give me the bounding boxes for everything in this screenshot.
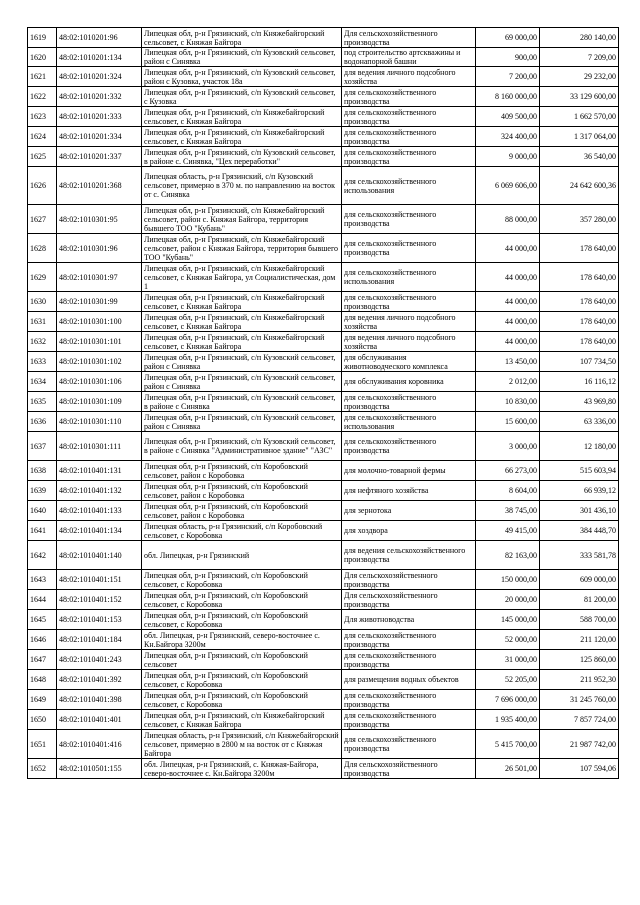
permitted-use-cell: Для сельскохозяйственного производства: [342, 570, 476, 590]
cadastral-number-cell: 48:02:1010401:133: [57, 501, 142, 521]
address-cell: Липецкая обл, р-н Грязинский, с/п Княжебайгорский сельсовет, район с Княжая Байгора, территория бывшего ТОО "Кубань": [142, 234, 342, 263]
permitted-use-cell: для сельскохозяйственного производства: [342, 147, 476, 167]
area-cell: 38 745,00: [476, 501, 540, 521]
row-number-cell: 1623: [28, 107, 57, 127]
address-cell: обл. Липецкая, р-н Грязинский, северо-восточнее с. Кн.Байгора 3200м: [142, 630, 342, 650]
row-number-cell: 1650: [28, 710, 57, 730]
cadastral-number-cell: 48:02:1010301:111: [57, 432, 142, 461]
area-cell: 44 000,00: [476, 234, 540, 263]
cadastral-value-cell: 211 120,00: [540, 630, 619, 650]
table-row: [28, 107, 619, 127]
cadastral-value-cell: 7 209,00: [540, 48, 619, 67]
table-row: [28, 570, 619, 590]
address-cell: Липецкая обл, р-н Грязинский, с/п Княжебайгорский сельсовет, с Княжая Байгора, ул Социалистическая, дом 1: [142, 263, 342, 292]
cadastral-number-cell: 48:02:1010301:110: [57, 412, 142, 432]
permitted-use-cell: для ведения личного подсобного хозяйства: [342, 332, 476, 352]
cadastral-number-cell: 48:02:1010401:131: [57, 461, 142, 481]
address-cell: Липецкая обл, р-н Грязинский, с/п Княжебайгорский сельсовет, с Княжая Байгора: [142, 312, 342, 332]
cadastral-number-cell: 48:02:1010301:101: [57, 332, 142, 352]
permitted-use-cell: для нефтяного хозяйства: [342, 481, 476, 501]
cadastral-number-cell: 48:02:1010201:337: [57, 147, 142, 167]
address-cell: Липецкая обл, р-н Грязинский, с/п Кузовский сельсовет, в районе с. Синявка, "Цех переработки": [142, 147, 342, 167]
address-cell: Липецкая обл, р-н Грязинский, с/п Княжебайгорский сельсовет, с Княжая Байгора: [142, 292, 342, 312]
permitted-use-cell: для сельскохозяйственного использования: [342, 167, 476, 205]
permitted-use-cell: для молочно-товарной фермы: [342, 461, 476, 481]
area-cell: 145 000,00: [476, 610, 540, 630]
area-cell: 7 696 000,00: [476, 690, 540, 710]
cadastral-number-cell: 48:02:1010401:184: [57, 630, 142, 650]
address-cell: Липецкая обл, р-н Грязинский, с/п Коробовский сельсовет, район с Коробовка: [142, 501, 342, 521]
cadastral-number-cell: 48:02:1010201:96: [57, 28, 142, 48]
table-row: [28, 432, 619, 461]
row-number-cell: 1631: [28, 312, 57, 332]
row-number-cell: 1627: [28, 205, 57, 234]
address-cell: Липецкая область, р-н Грязинский, с/п Кузовский сельсовет, примерно в 370 м. по направлению на восток от с. Синявка: [142, 167, 342, 205]
cadastral-value-cell: 107 594,06: [540, 759, 619, 779]
area-cell: 31 000,00: [476, 650, 540, 670]
row-number-cell: 1646: [28, 630, 57, 650]
row-number-cell: 1620: [28, 48, 57, 67]
cadastral-value-cell: 1 317 064,00: [540, 127, 619, 147]
area-cell: 44 000,00: [476, 332, 540, 352]
row-number-cell: 1622: [28, 87, 57, 107]
permitted-use-cell: для сельскохозяйственного производства: [342, 690, 476, 710]
cadastral-value-cell: 81 200,00: [540, 590, 619, 610]
address-cell: Липецкая обл, р-н Грязинский, с/п Кузовский сельсовет, район с Синявка: [142, 48, 342, 67]
permitted-use-cell: для обслуживания животноводческого комплекса: [342, 352, 476, 372]
cadastral-value-cell: 1 662 570,00: [540, 107, 619, 127]
table-row: [28, 759, 619, 779]
address-cell: Липецкая обл, р-н Грязинский, с/п Кузовский сельсовет, район с Синявка: [142, 352, 342, 372]
row-number-cell: 1637: [28, 432, 57, 461]
address-cell: Липецкая обл, р-н Грязинский, с/п Кузовский сельсовет, район с Синявка: [142, 372, 342, 392]
cadastral-value-cell: 333 581,78: [540, 541, 619, 570]
row-number-cell: 1644: [28, 590, 57, 610]
table-row: [28, 312, 619, 332]
address-cell: Липецкая обл, р-н Грязинский, с/п Коробовский сельсовет, район с Коробовка: [142, 461, 342, 481]
cadastral-value-cell: 63 336,00: [540, 412, 619, 432]
cadastral-value-cell: 178 640,00: [540, 312, 619, 332]
address-cell: Липецкая обл, р-н Грязинский, с/п Кузовский сельсовет, в районе с Синявка "Административное здание" "АЗС": [142, 432, 342, 461]
cadastral-number-cell: 48:02:1010401:401: [57, 710, 142, 730]
area-cell: 15 600,00: [476, 412, 540, 432]
cadastral-value-cell: 178 640,00: [540, 332, 619, 352]
address-cell: Липецкая обл, р-н Грязинский, с/п Княжебайгорский сельсовет, с Княжая Байгора: [142, 127, 342, 147]
cadastral-value-cell: 588 700,00: [540, 610, 619, 630]
address-cell: Липецкая обл, р-н Грязинский, с/п Коробовский сельсовет: [142, 650, 342, 670]
table-row: [28, 412, 619, 432]
cadastral-number-cell: 48:02:1010201:332: [57, 87, 142, 107]
row-number-cell: 1626: [28, 167, 57, 205]
table-row: [28, 730, 619, 759]
row-number-cell: 1634: [28, 372, 57, 392]
address-cell: обл. Липецкая, р-н Грязинский, с. Княжая-Байгора, северо-восточнее с. Кн.Байгора 3200м: [142, 759, 342, 779]
cadastral-value-cell: 357 280,00: [540, 205, 619, 234]
cadastral-number-cell: 48:02:1010301:109: [57, 392, 142, 412]
permitted-use-cell: для сельскохозяйственного производства: [342, 87, 476, 107]
cadastral-number-cell: 48:02:1010301:100: [57, 312, 142, 332]
area-cell: 1 935 400,00: [476, 710, 540, 730]
cadastral-value-cell: 107 734,50: [540, 352, 619, 372]
cadastral-value-cell: 301 436,10: [540, 501, 619, 521]
permitted-use-cell: для сельскохозяйственного производства: [342, 234, 476, 263]
area-cell: 5 415 700,00: [476, 730, 540, 759]
cadastral-value-cell: 24 642 600,36: [540, 167, 619, 205]
cadastral-value-cell: 280 140,00: [540, 28, 619, 48]
row-number-cell: 1625: [28, 147, 57, 167]
cadastral-number-cell: 48:02:1010401:392: [57, 670, 142, 690]
cadastral-number-cell: 48:02:1010301:95: [57, 205, 142, 234]
table-row: [28, 521, 619, 541]
row-number-cell: 1641: [28, 521, 57, 541]
permitted-use-cell: Для сельскохозяйственного производства: [342, 590, 476, 610]
table-row: [28, 147, 619, 167]
table-row: [28, 48, 619, 67]
permitted-use-cell: для зернотока: [342, 501, 476, 521]
permitted-use-cell: для сельскохозяйственного производства: [342, 292, 476, 312]
area-cell: 52 205,00: [476, 670, 540, 690]
address-cell: Липецкая обл, р-н Грязинский, с/п Княжебайгорский сельсовет, с Княжая Байгора: [142, 332, 342, 352]
cadastral-value-cell: 33 129 600,00: [540, 87, 619, 107]
row-number-cell: 1619: [28, 28, 57, 48]
area-cell: 49 415,00: [476, 521, 540, 541]
address-cell: Липецкая обл, р-н Грязинский, с/п Коробовский сельсовет, район с Коробовка: [142, 481, 342, 501]
cadastral-number-cell: 48:02:1010401:152: [57, 590, 142, 610]
cadastral-value-cell: 66 939,12: [540, 481, 619, 501]
address-cell: Липецкая обл, р-н Грязинский, с/п Княжебайгорский сельсовет, с Княжая Байгора: [142, 710, 342, 730]
area-cell: 88 000,00: [476, 205, 540, 234]
cadastral-number-cell: 48:02:1010401:416: [57, 730, 142, 759]
cadastral-number-cell: 48:02:1010401:134: [57, 521, 142, 541]
cadastral-number-cell: 48:02:1010201:334: [57, 127, 142, 147]
cadastral-value-cell: 36 540,00: [540, 147, 619, 167]
table-row: [28, 292, 619, 312]
cadastral-value-cell: 31 245 760,00: [540, 690, 619, 710]
permitted-use-cell: для сельскохозяйственного производства: [342, 432, 476, 461]
address-cell: Липецкая обл, р-н Грязинский, с/п Княжебайгорский сельсовет, с Княжая Байгора: [142, 28, 342, 48]
permitted-use-cell: для сельскохозяйственного производства: [342, 650, 476, 670]
cadastral-number-cell: 48:02:1010201:134: [57, 48, 142, 67]
area-cell: 324 400,00: [476, 127, 540, 147]
address-cell: Липецкая обл, р-н Грязинский, с/п Княжебайгорский сельсовет, с Княжая Байгора: [142, 107, 342, 127]
area-cell: 150 000,00: [476, 570, 540, 590]
row-number-cell: 1643: [28, 570, 57, 590]
permitted-use-cell: для сельскохозяйственного производства: [342, 127, 476, 147]
row-number-cell: 1639: [28, 481, 57, 501]
permitted-use-cell: для сельскохозяйственного производства: [342, 730, 476, 759]
cadastral-value-cell: 12 180,00: [540, 432, 619, 461]
area-cell: 6 069 606,00: [476, 167, 540, 205]
address-cell: Липецкая обл, р-н Грязинский, с/п Коробовский сельсовет, с Коробовка: [142, 590, 342, 610]
table-row: [28, 392, 619, 412]
permitted-use-cell: для обслуживания коровника: [342, 372, 476, 392]
permitted-use-cell: Для сельскохозяйственного производства: [342, 759, 476, 779]
table-row: [28, 234, 619, 263]
permitted-use-cell: под строительство артскважины и водонапорной башни: [342, 48, 476, 67]
permitted-use-cell: для ведения личного подсобного хозяйства: [342, 67, 476, 87]
permitted-use-cell: для хоздвора: [342, 521, 476, 541]
row-number-cell: 1648: [28, 670, 57, 690]
permitted-use-cell: для сельскохозяйственного использования: [342, 263, 476, 292]
row-number-cell: 1652: [28, 759, 57, 779]
table-row: [28, 670, 619, 690]
area-cell: 13 450,00: [476, 352, 540, 372]
cadastral-number-cell: 48:02:1010301:102: [57, 352, 142, 372]
permitted-use-cell: для ведения личного подсобного хозяйства: [342, 312, 476, 332]
row-number-cell: 1624: [28, 127, 57, 147]
area-cell: 900,00: [476, 48, 540, 67]
row-number-cell: 1621: [28, 67, 57, 87]
cadastral-value-cell: 609 000,00: [540, 570, 619, 590]
permitted-use-cell: для сельскохозяйственного производства: [342, 392, 476, 412]
cadastral-number-cell: 48:02:1010201:333: [57, 107, 142, 127]
area-cell: 2 012,00: [476, 372, 540, 392]
row-number-cell: 1638: [28, 461, 57, 481]
row-number-cell: 1651: [28, 730, 57, 759]
cadastral-value-cell: 43 969,80: [540, 392, 619, 412]
address-cell: Липецкая обл, р-н Грязинский, с/п Кузовский сельсовет, с Кузовка: [142, 87, 342, 107]
address-cell: Липецкая область, р-н Грязинский, с/п Княжебайгорский сельсовет, примерно в 2800 м на восток от с Княжая Байгора: [142, 730, 342, 759]
row-number-cell: 1645: [28, 610, 57, 630]
row-number-cell: 1630: [28, 292, 57, 312]
cadastral-number-cell: 48:02:1010301:96: [57, 234, 142, 263]
table-row: [28, 372, 619, 392]
cadastral-number-cell: 48:02:1010301:99: [57, 292, 142, 312]
address-cell: Липецкая обл, р-н Грязинский, с/п Коробовский сельсовет, с Коробовка: [142, 610, 342, 630]
address-cell: Липецкая обл, р-н Грязинский, с/п Кузовский сельсовет, в районе с Синявка: [142, 392, 342, 412]
land-registry-table: [27, 27, 619, 779]
cadastral-value-cell: 7 857 724,00: [540, 710, 619, 730]
table-row: [28, 541, 619, 570]
area-cell: 44 000,00: [476, 263, 540, 292]
row-number-cell: 1636: [28, 412, 57, 432]
permitted-use-cell: для размещения водных объектов: [342, 670, 476, 690]
area-cell: 10 830,00: [476, 392, 540, 412]
cadastral-number-cell: 48:02:1010401:151: [57, 570, 142, 590]
area-cell: 9 000,00: [476, 147, 540, 167]
area-cell: 66 273,00: [476, 461, 540, 481]
table-row: [28, 205, 619, 234]
address-cell: Липецкая область, р-н Грязинский, с/п Коробовский сельсовет, с Коробовка: [142, 521, 342, 541]
table-body: [28, 28, 619, 779]
cadastral-number-cell: 48:02:1010201:324: [57, 67, 142, 87]
table-row: [28, 352, 619, 372]
table-row: [28, 67, 619, 87]
table-row: [28, 461, 619, 481]
table-row: [28, 630, 619, 650]
row-number-cell: 1633: [28, 352, 57, 372]
row-number-cell: 1640: [28, 501, 57, 521]
address-cell: Липецкая обл, р-н Грязинский, с/п Кузовский сельсовет, район с Кузовка, участок 18а: [142, 67, 342, 87]
address-cell: Липецкая обл, р-н Грязинский, с/п Кузовский сельсовет, район с Синявка: [142, 412, 342, 432]
area-cell: 44 000,00: [476, 312, 540, 332]
cadastral-value-cell: 125 860,00: [540, 650, 619, 670]
table-row: [28, 263, 619, 292]
row-number-cell: 1642: [28, 541, 57, 570]
cadastral-number-cell: 48:02:1010401:132: [57, 481, 142, 501]
address-cell: Липецкая обл, р-н Грязинский, с/п Коробовский сельсовет, с Коробовка: [142, 570, 342, 590]
row-number-cell: 1629: [28, 263, 57, 292]
cadastral-value-cell: 515 603,94: [540, 461, 619, 481]
address-cell: Липецкая обл, р-н Грязинский, с/п Коробовский сельсовет, с Коробовка: [142, 690, 342, 710]
row-number-cell: 1635: [28, 392, 57, 412]
area-cell: 3 000,00: [476, 432, 540, 461]
table-row: [28, 650, 619, 670]
table-row: [28, 501, 619, 521]
permitted-use-cell: для сельскохозяйственного использования: [342, 412, 476, 432]
permitted-use-cell: Для сельскохозяйственного производства: [342, 28, 476, 48]
cadastral-value-cell: 178 640,00: [540, 234, 619, 263]
permitted-use-cell: Для животноводства: [342, 610, 476, 630]
cadastral-value-cell: 384 448,70: [540, 521, 619, 541]
area-cell: 26 501,00: [476, 759, 540, 779]
area-cell: 8 160 000,00: [476, 87, 540, 107]
cadastral-number-cell: 48:02:1010201:368: [57, 167, 142, 205]
table-row: [28, 710, 619, 730]
cadastral-value-cell: 178 640,00: [540, 292, 619, 312]
permitted-use-cell: для сельскохозяйственного производства: [342, 205, 476, 234]
address-cell: обл. Липецкая, р-н Грязинский: [142, 541, 342, 570]
permitted-use-cell: для ведения сельскохозяйственного производства: [342, 541, 476, 570]
area-cell: 20 000,00: [476, 590, 540, 610]
cadastral-number-cell: 48:02:1010401:243: [57, 650, 142, 670]
row-number-cell: 1649: [28, 690, 57, 710]
cadastral-number-cell: 48:02:1010401:398: [57, 690, 142, 710]
area-cell: 69 000,00: [476, 28, 540, 48]
row-number-cell: 1647: [28, 650, 57, 670]
table-row: [28, 87, 619, 107]
area-cell: 44 000,00: [476, 292, 540, 312]
permitted-use-cell: для сельскохозяйственного производства: [342, 630, 476, 650]
cadastral-value-cell: 29 232,00: [540, 67, 619, 87]
address-cell: Липецкая обл, р-н Грязинский, с/п Княжебайгорский сельсовет, район с. Княжая Байгора, территория бывшего ТОО "Кубань": [142, 205, 342, 234]
area-cell: 82 163,00: [476, 541, 540, 570]
area-cell: 52 000,00: [476, 630, 540, 650]
cadastral-value-cell: 21 987 742,00: [540, 730, 619, 759]
table-row: [28, 167, 619, 205]
cadastral-value-cell: 211 952,30: [540, 670, 619, 690]
area-cell: 8 604,00: [476, 481, 540, 501]
area-cell: 7 200,00: [476, 67, 540, 87]
cadastral-number-cell: 48:02:1010301:106: [57, 372, 142, 392]
cadastral-number-cell: 48:02:1010501:155: [57, 759, 142, 779]
permitted-use-cell: для сельскохозяйственного производства: [342, 710, 476, 730]
cadastral-value-cell: 16 116,12: [540, 372, 619, 392]
row-number-cell: 1632: [28, 332, 57, 352]
table-row: [28, 481, 619, 501]
area-cell: 409 500,00: [476, 107, 540, 127]
cadastral-number-cell: 48:02:1010401:153: [57, 610, 142, 630]
cadastral-number-cell: 48:02:1010301:97: [57, 263, 142, 292]
permitted-use-cell: для сельскохозяйственного производства: [342, 107, 476, 127]
cadastral-value-cell: 178 640,00: [540, 263, 619, 292]
address-cell: Липецкая обл, р-н Грязинский, с/п Коробовский сельсовет, с Коробовка: [142, 670, 342, 690]
table-row: [28, 610, 619, 630]
table-row: [28, 332, 619, 352]
cadastral-number-cell: 48:02:1010401:140: [57, 541, 142, 570]
row-number-cell: 1628: [28, 234, 57, 263]
table-row: [28, 590, 619, 610]
table-row: [28, 127, 619, 147]
table-row: [28, 690, 619, 710]
table-row: [28, 28, 619, 48]
